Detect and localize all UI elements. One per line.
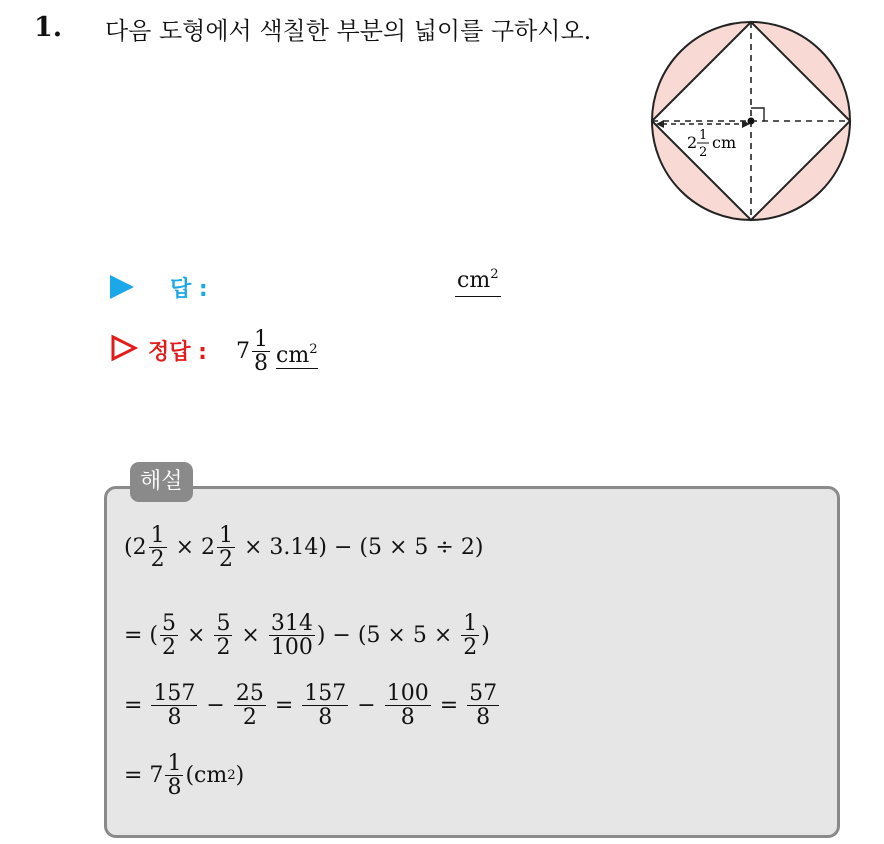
l3-frac-3 <box>302 682 348 729</box>
l2-f2-den: 2 <box>216 635 231 661</box>
explanation-line-4: = 7 $\frac{1}{8}$ (cm 2 ) <box>124 751 245 801</box>
l4-open: = 7 <box>124 763 164 789</box>
answer-input-blank[interactable] <box>455 266 501 297</box>
l2-text-3: ) − (5 × 5 × <box>316 623 460 649</box>
correct-answer-label: 정답 : <box>148 340 207 365</box>
correct-fraction <box>252 328 270 375</box>
explanation-line-2 <box>124 612 490 659</box>
l1-frac-2 <box>217 524 235 571</box>
l2-open: = ( <box>124 623 159 649</box>
l3-text-4: = <box>432 693 466 719</box>
answer-unit: cm <box>457 268 491 293</box>
radius-num: 1 <box>699 128 708 143</box>
l2-f1-den: 2 <box>162 635 177 661</box>
correct-whole: 7 <box>236 339 250 365</box>
l2-f4-num: 1 <box>463 611 478 636</box>
circle-square-figure <box>650 20 856 230</box>
l1-frac-1 <box>149 524 167 571</box>
radius-unit: cm <box>712 133 737 152</box>
l1-f2-den: 2 <box>219 547 234 573</box>
l2-text-4: ) <box>481 623 490 649</box>
l4-f1-den: 8 <box>167 775 182 801</box>
l3-frac-1 <box>151 682 197 729</box>
explanation-line-3 <box>124 682 501 729</box>
l2-frac-4 <box>461 612 479 659</box>
answer-label: 답 : <box>170 277 208 302</box>
explanation-tab: 해설 <box>130 462 193 502</box>
l1-open: (2 <box>124 535 147 561</box>
l3-text-2: = <box>267 693 301 719</box>
radius-whole: 2 <box>687 133 698 152</box>
l3-f2-num: 25 <box>235 681 264 706</box>
radius-den: 2 <box>699 145 708 160</box>
l3-f4-num: 100 <box>386 681 429 706</box>
l3-f4-den: 8 <box>400 705 415 731</box>
correct-arrow-icon <box>110 334 138 362</box>
answer-arrow-icon <box>110 275 134 299</box>
question-text: 다음 도형에서 색칠한 부분의 넓이를 구하시오. <box>105 17 592 45</box>
l2-f2-num: 5 <box>216 611 231 636</box>
correct-num: 1 <box>254 327 268 352</box>
correct-answer-value <box>236 328 318 375</box>
l3-f5-den: 8 <box>476 705 491 731</box>
l3-f2-den: 2 <box>242 705 257 731</box>
correct-den: 8 <box>254 351 268 377</box>
l4-text-1: (cm <box>185 763 228 789</box>
correct-answer-row <box>110 328 530 378</box>
l1-text-1: × 2 <box>168 535 216 561</box>
l2-f3-num: 314 <box>270 611 313 636</box>
correct-unit-text: cm <box>276 342 310 368</box>
l3-f3-den: 8 <box>318 705 333 731</box>
l3-f1-den: 8 <box>167 705 182 731</box>
l1-f1-den: 2 <box>150 547 165 573</box>
l1-f2-num: 1 <box>219 523 234 548</box>
answer-blank-row <box>110 266 530 304</box>
l2-f1-num: 5 <box>162 611 177 636</box>
answer-unit-exp: 2 <box>490 266 499 282</box>
l4-frac-1 <box>165 752 183 799</box>
correct-unit-exp: 2 <box>309 341 318 357</box>
l2-frac-3 <box>269 612 315 659</box>
l2-text-2: × <box>234 623 267 649</box>
l3-f3-num: 157 <box>304 681 347 706</box>
l3-frac-4 <box>385 682 431 729</box>
l2-text-1: × <box>180 623 213 649</box>
l3-text-1: − <box>199 693 232 719</box>
l1-f1-num: 1 <box>150 523 165 548</box>
l2-f3-den: 100 <box>270 635 313 661</box>
l1-text-2: × 3.14) − (5 × 5 ÷ 2) <box>237 535 484 561</box>
l2-frac-2 <box>214 612 232 659</box>
l3-frac-5 <box>467 682 499 729</box>
correct-unit <box>276 343 318 369</box>
l2-f4-den: 2 <box>463 635 478 661</box>
l2-frac-1 <box>160 612 178 659</box>
l3-f1-num: 157 <box>153 681 196 706</box>
l3-text-3: − <box>350 693 383 719</box>
l4-close: ) <box>235 763 245 789</box>
l4-f1-num: 1 <box>167 751 182 776</box>
question-number: 1. <box>34 12 63 43</box>
l3-open: = <box>124 693 150 719</box>
l3-frac-2 <box>234 682 266 729</box>
l3-f5-num: 57 <box>469 681 498 706</box>
explanation-line-1 <box>124 524 483 571</box>
